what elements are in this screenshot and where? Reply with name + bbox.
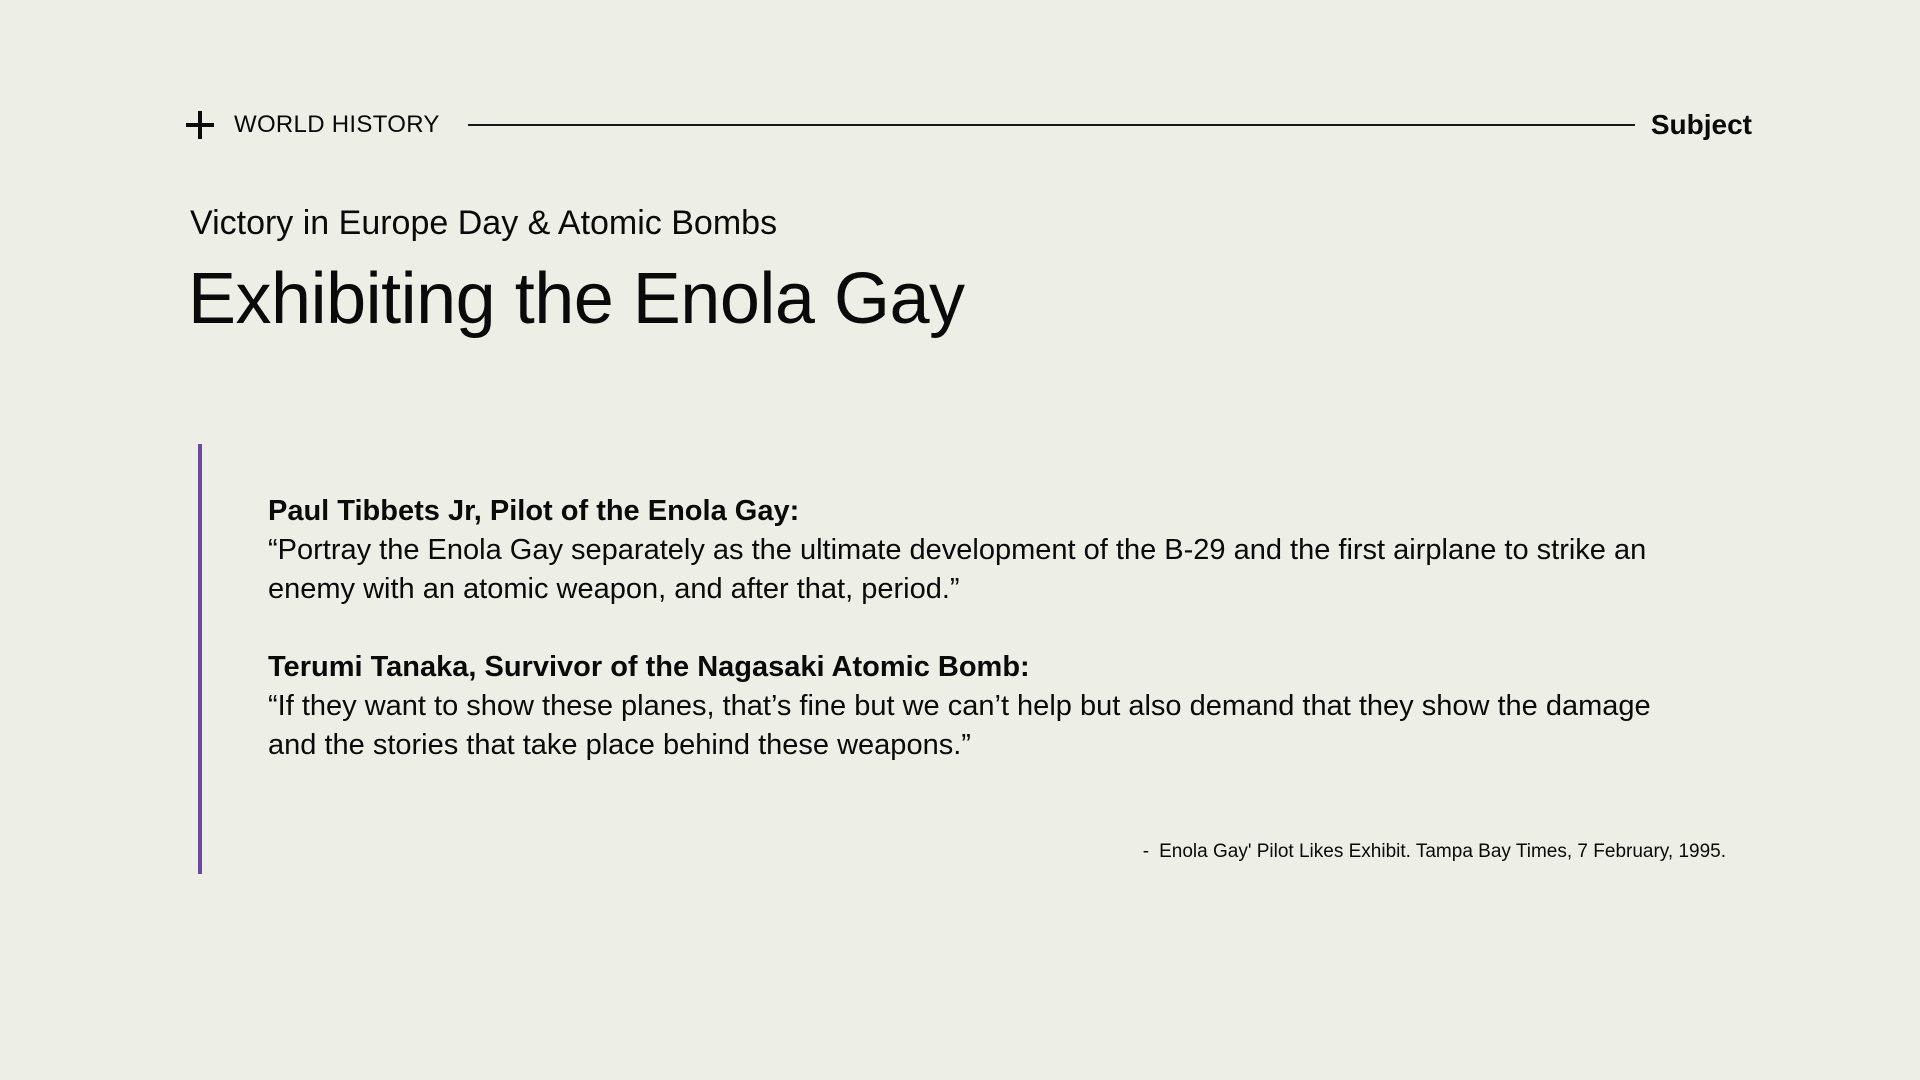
quote-item: [268, 648, 1698, 765]
quote-speaker: Terumi Tanaka, Survivor of the Nagasaki Atomic Bomb:: [268, 651, 1030, 683]
quote-block: [198, 444, 1732, 874]
page-subtitle: Victory in Europe Day & Atomic Bombs: [190, 204, 778, 242]
citation-text: Enola Gay' Pilot Likes Exhibit. Tampa Bay Times, 7 February, 1995.: [1159, 841, 1726, 862]
quote-speaker: Paul Tibbets Jr, Pilot of the Enola Gay:: [268, 495, 800, 527]
citation: [1143, 841, 1726, 863]
header: [186, 108, 1752, 142]
quote-text: “If they want to show these planes, that’s fine but we can’t help but also demand that they show the damage and the stories that take place behind these weapons.”: [268, 690, 1651, 761]
header-divider: [468, 124, 1635, 126]
quote-text: “Portray the Enola Gay separately as the ultimate development of the B-29 and the first airplane to strike an enemy with an atomic weapon, and after that, period.”: [268, 534, 1647, 605]
plus-icon: [186, 111, 214, 139]
citation-dash: -: [1142, 841, 1150, 862]
page-title: Exhibiting the Enola Gay: [188, 259, 965, 339]
quote-item: [268, 492, 1698, 609]
category-label: WORLD HISTORY: [234, 111, 440, 138]
subject-label: Subject: [1650, 109, 1752, 140]
